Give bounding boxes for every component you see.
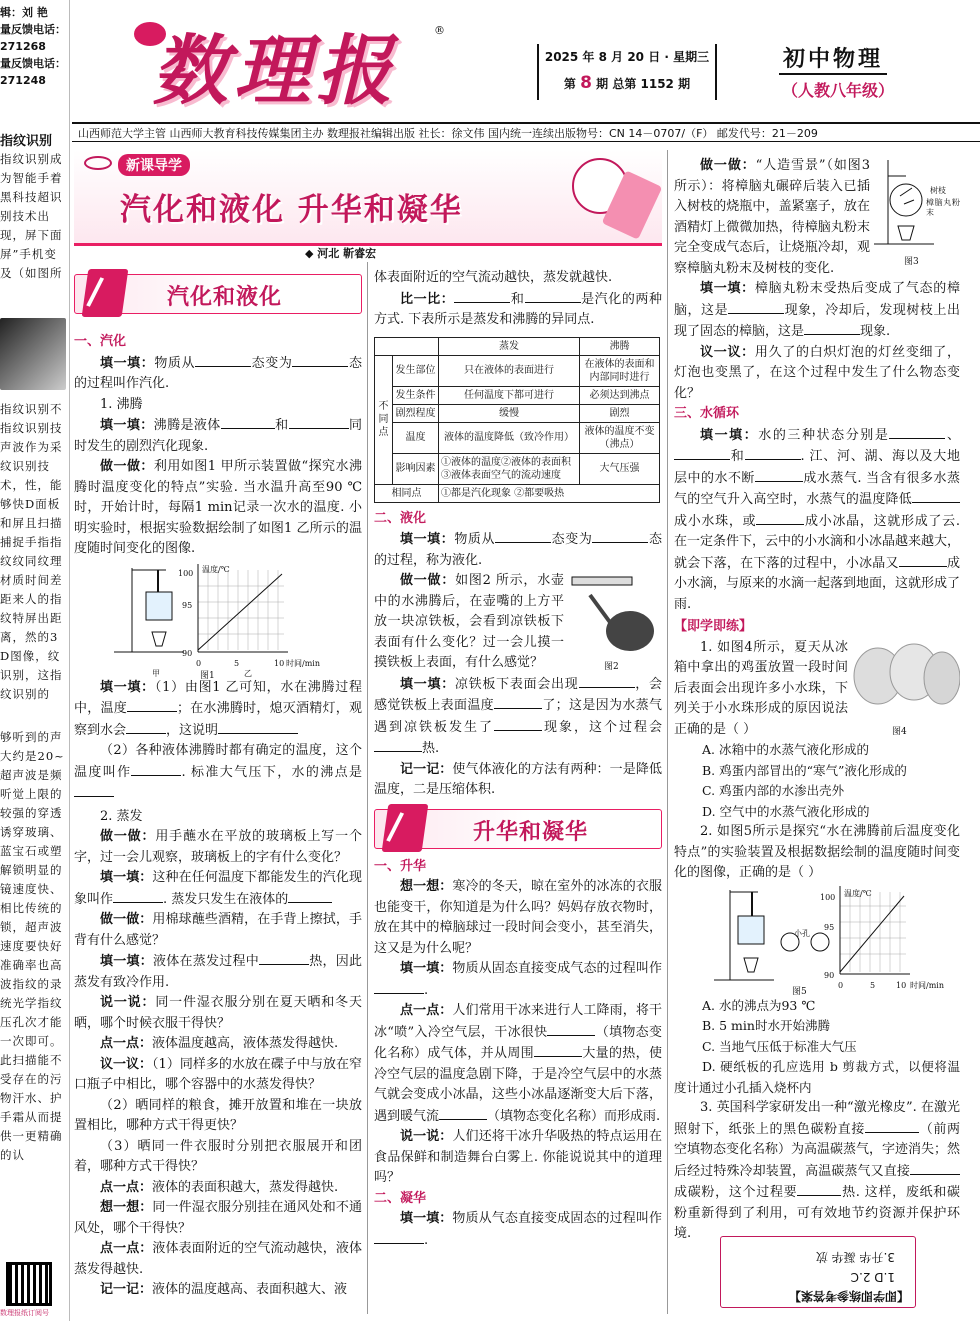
text: 用棉球蘸些酒精，在手背上擦拭，手背有什么感觉？ xyxy=(74,912,362,948)
table-cell: 剧烈程度 xyxy=(393,404,439,422)
label: 点一点： xyxy=(100,1179,153,1195)
beaker xyxy=(146,592,172,620)
label: 点一点： xyxy=(100,1036,153,1051)
label: 填一填： xyxy=(100,870,153,885)
answer-box xyxy=(720,1236,916,1308)
table-header: 蒸发 xyxy=(439,337,580,355)
section-title: 升华和凝华 xyxy=(473,819,589,845)
figure-caption: 图4 xyxy=(892,726,907,737)
banner-title: 汽化和液化 升华和凝华 xyxy=(120,192,463,228)
text: 和 xyxy=(274,418,289,433)
text: 大量的热，使冷空气层的温度急剧下降，于是冷空气层中的水蒸气就会变成小冰晶，这些小冰晶逐渐变大后下落，遇到暖气流 xyxy=(374,1046,662,1124)
label: 比一比： xyxy=(400,291,455,307)
figure-3 xyxy=(874,156,960,267)
issue-total: 总第 1152 期 xyxy=(612,77,691,91)
label: 做一做： xyxy=(400,573,456,588)
table-cell: 液体的温度降低（致冷作用） xyxy=(439,422,580,453)
answer-title: 【即学即练参考答案】 xyxy=(788,1289,909,1303)
text: （1）同样多的水放在碟子中与放在窄口瓶子中相比，哪个容器中的水蒸发得快？ xyxy=(74,1056,362,1092)
x-tick: 5 xyxy=(870,980,876,990)
label: 做一做： xyxy=(100,459,154,474)
alcohol-lamp xyxy=(152,632,166,646)
issue-label: 第 xyxy=(563,77,576,91)
label: 点一点： xyxy=(400,1003,453,1018)
text: 人们还将干冰升华吸热的特点运用在食品保鲜和制造舞台白雾上. 你能说说其中的道理吗？ xyxy=(374,1129,662,1185)
label: 说一说： xyxy=(400,1129,453,1144)
editor-line: 271268 xyxy=(0,40,46,53)
table-cell: 发生部位 xyxy=(393,355,439,386)
text: 同时发生的剧烈汽化现象. xyxy=(74,418,362,454)
y-tick: 95 xyxy=(182,600,193,610)
column-divider xyxy=(667,150,668,1314)
blank[interactable] xyxy=(865,1119,919,1133)
heading: 三、水循环 xyxy=(674,406,740,421)
x-tick: 10 xyxy=(896,980,907,990)
text: “人造雪景”（如图3所示）：将樟脑丸碾碎后装入已插入树枝的烧瓶中，盖紧塞子，放在酒精灯上微微加热，待樟脑丸粉末完全变成气态后，让烧瓶冷却，观察樟脑丸粉末及树枝的变化. xyxy=(674,158,870,276)
blank[interactable] xyxy=(292,353,348,367)
editor-info xyxy=(0,4,66,89)
blank[interactable] xyxy=(288,889,332,903)
blank[interactable] xyxy=(674,446,730,460)
text: 态的过程，称为液化. xyxy=(374,532,662,568)
label: 樟脑丸粉末 xyxy=(926,198,960,217)
answer-option[interactable]: A. 冰箱中的水蒸气液化形成的 xyxy=(702,742,869,757)
text: 物质从固态直接变成气态的过程叫作 xyxy=(452,961,662,976)
label: 填一填： xyxy=(400,1211,453,1226)
table-row xyxy=(375,453,660,484)
fig-label: 乙 xyxy=(244,668,252,678)
heading: 二、液化 xyxy=(374,510,427,526)
table-cell: 不同点 xyxy=(375,355,393,484)
column-1-text xyxy=(74,332,362,1301)
practice-title: 【即学即练】 xyxy=(674,619,753,634)
blank[interactable] xyxy=(494,695,542,709)
section-title: 汽化和液化 xyxy=(167,285,283,310)
text: ；在水沸腾时，熄灭酒精灯，观察到水会 xyxy=(74,701,362,738)
y-tick: 100 xyxy=(178,568,194,578)
text: 液体的温度越高、表面积越大、液 xyxy=(152,1282,348,1297)
figure-4 xyxy=(848,638,960,737)
text: 液体在蒸发过程中 xyxy=(153,954,259,969)
beaker xyxy=(738,916,764,944)
newspaper-logo: 数理报 xyxy=(152,26,398,115)
text: 现象，冷却后，发现树枝上出现了固态的樟脑，这是 xyxy=(674,302,960,339)
editor-line: 量反馈电话： xyxy=(0,23,66,36)
column-3 xyxy=(674,156,960,1245)
subheading: 1. 沸腾 xyxy=(100,396,143,412)
blank[interactable] xyxy=(547,1022,595,1036)
table-row xyxy=(375,386,660,404)
table-cell: 缓慢 xyxy=(439,404,580,422)
x-tick: 10 xyxy=(274,658,285,668)
figure-caption: 图5 xyxy=(792,986,807,997)
text: 使气体液化的方法有两种：一是降低温度，二是压缩体积. xyxy=(374,761,662,797)
answer-option[interactable]: D. 空气中的水蒸气液化形成的 xyxy=(702,803,870,819)
text: 体表面附近的空气流动越快，蒸发就越快. xyxy=(374,270,613,285)
text: （3）晒同一件衣服时分别把衣服展开和团着，哪种方式干得快？ xyxy=(74,1138,362,1174)
figure-2-wrap xyxy=(374,571,662,674)
text: 成碳粉，这个过程要 xyxy=(674,1185,798,1200)
y-tick: 90 xyxy=(824,970,835,980)
blank[interactable] xyxy=(374,738,422,752)
text: 是汽化的两种方式. 下表所示是蒸发和沸腾的异同点. xyxy=(374,291,662,327)
text: 成小水滴，与原来的水滴一起落到地面，这就形成了雨. xyxy=(674,555,961,612)
blank[interactable] xyxy=(439,1106,487,1120)
kettle-diagram xyxy=(564,571,662,657)
label: 说一说： xyxy=(100,995,156,1010)
blank[interactable] xyxy=(745,446,801,460)
column-2 xyxy=(374,268,662,1251)
text: 成小冰晶，这就形成了云. 在一定条件下，云中的小水滴和小冰晶越来越大，就会下落，在下落的过程中，小冰晶又 xyxy=(674,513,961,571)
label: 填一填： xyxy=(700,427,759,443)
left-strip xyxy=(0,0,70,1321)
flag-icon xyxy=(82,269,129,317)
figure-5 xyxy=(674,884,960,996)
text: . 蒸发只发生在液体的 xyxy=(163,891,289,907)
x-label: 时间/min xyxy=(910,980,944,990)
subheading: 2. 蒸发 xyxy=(100,808,143,824)
text: 同一件湿衣服分别在夏天晒和冬天晒，哪个时候衣服干得快？ xyxy=(74,995,362,1031)
blank[interactable] xyxy=(899,553,947,567)
column-2-text-c: 一、升华 想一想：寒冷的冬天，晾在室外的冰冻的衣服也能变干，你知道是为什么吗？妈妈存放衣物时，放在其中的樟脑球过一段时间会变小，甚至消失，这又是为什么呢？ 填一填：物质从固态直接变成气态的过程叫作. 点一点：人们常用干冰来进行人工降雨，将干冰“喷”入冷空气层，干冰很快 （填物态变化名称）成气体，并从周围 大量的热，使冷空气层的温度急剧下降，于是冷空气层中的水蒸气就会变成小冰晶，这些小冰晶逐渐变大后下落，遇到暖气流 （填物态变化名称）而形成雨. 说一说：人们还将干冰升华吸热的特点运用在食品保鲜和制造舞台白雾上. 你能说说其中的道理吗？ 二、凝华 填一填：物质从气态直接变成固态的过程叫作. xyxy=(374,858,662,1248)
glasses-icon xyxy=(84,156,112,170)
curve xyxy=(198,574,282,650)
table-header-row xyxy=(375,337,660,355)
label: 填一填： xyxy=(100,954,153,969)
blank[interactable] xyxy=(495,529,551,543)
y-tick: 100 xyxy=(820,892,836,902)
text: 凉铁板下表面会出现 xyxy=(454,676,579,692)
section-header-sublimation xyxy=(374,809,662,849)
alcohol-lamp xyxy=(898,226,914,240)
column-3-text xyxy=(674,156,960,1245)
blank[interactable] xyxy=(755,468,803,482)
blank[interactable] xyxy=(131,762,181,776)
blank[interactable] xyxy=(74,783,114,797)
table-row xyxy=(375,422,660,453)
sidebar-text-3: 够听到的声大约是20~超声波是频听觉上限的较强的穿透诱穿玻璃、蓝宝石或塑解锁明显的镜速度快、相比传统的锁，超声波速度要快好准确率也高波指纹的录统光学指纹压孔次才能一次即可。此扫描能不受存在的污物汗水、护手霜从而提供一更精确的认 xyxy=(0,730,65,1162)
label: 议一议： xyxy=(700,344,755,360)
text: . 标准大气压下，水的沸点是 xyxy=(181,764,362,780)
blank[interactable] xyxy=(592,529,648,543)
y-tick: 90 xyxy=(182,648,193,658)
label: 树枝 xyxy=(930,186,946,195)
y-label: 温度/℃ xyxy=(202,564,230,574)
qr-code[interactable] xyxy=(6,1262,52,1306)
table-cell: 大气压强 xyxy=(580,453,660,484)
author-line: ◆ 河北 靳睿宏 xyxy=(305,247,377,260)
table-cell: 影响因素 xyxy=(393,453,439,484)
text: 现象. xyxy=(860,324,891,339)
table-cell: 剧烈 xyxy=(580,404,660,422)
answer-option[interactable]: C. 当地气压低于标准大气压 xyxy=(702,1038,857,1054)
text: 热. 这样，废纸和碳粉重新得到了利用，可有效地节约资源并保护环境. xyxy=(674,1185,960,1241)
figure-caption: 图1 xyxy=(200,670,215,681)
label: 填一填： xyxy=(400,961,453,976)
eggs-photo xyxy=(848,638,960,722)
label: 想一想： xyxy=(400,879,453,894)
text: 樟脑丸粉末受热后变成了气态的樟脑，这是 xyxy=(674,281,960,318)
text: 态变为 xyxy=(551,532,593,547)
label: 做一做： xyxy=(700,158,756,173)
text: 和 xyxy=(510,291,525,307)
blank[interactable] xyxy=(910,1161,960,1175)
text: 态的过程叫作汽化. xyxy=(74,355,362,391)
blank[interactable] xyxy=(534,1043,582,1057)
text: 物质从 xyxy=(454,532,496,547)
heading: 一、升华 xyxy=(374,858,427,874)
table-cell: 必须达到沸点 xyxy=(580,386,660,404)
blank[interactable] xyxy=(221,415,275,429)
figure-2 xyxy=(564,571,662,671)
blank[interactable] xyxy=(494,717,542,731)
label: 填一填： xyxy=(100,355,155,371)
table-cell: 在液体的表面和内部同时进行 xyxy=(580,355,660,386)
table-cell: ①都是汽化现象 ②都要吸热 xyxy=(439,484,660,502)
table-cell: ①液体的温度②液体的表面积③液体表面空气的流动速度 xyxy=(439,453,580,484)
text: 态变为 xyxy=(251,355,293,371)
answer-option[interactable]: C. 鸡蛋内部的水渗出壳外 xyxy=(702,783,845,798)
label: 做一做： xyxy=(100,912,153,927)
section-header-vaporization xyxy=(74,274,362,314)
banner-tag: 新课导学 xyxy=(118,154,190,176)
egg-icon xyxy=(924,652,960,704)
text: 热，因此蒸发有致冷作用. xyxy=(74,954,362,990)
text: 物质从气态直接变成固态的过程叫作 xyxy=(452,1211,662,1226)
qr-caption: 数理报纸订阅号 xyxy=(0,1309,49,1317)
flask-icon xyxy=(890,184,922,216)
text: 沸腾是液体 xyxy=(153,418,221,433)
masthead xyxy=(72,0,980,122)
table-cell: 任何温度下都可进行 xyxy=(439,386,580,404)
table-row xyxy=(375,404,660,422)
editor-line: 量反馈电话： xyxy=(0,57,66,70)
text: 现象，这个过程会 xyxy=(542,719,662,735)
editor-line: 辑：刘 艳 xyxy=(0,6,48,19)
text: （2）晒同样的粮食，摊开放置和堆在一块放置相比，哪种方式干得更快？ xyxy=(74,1097,362,1133)
table-row xyxy=(375,355,660,386)
blank[interactable] xyxy=(289,415,349,429)
text: 热. xyxy=(422,741,440,756)
text: . 江、河、湖、海以及大地层中的水不断 xyxy=(674,449,960,486)
blank[interactable] xyxy=(756,511,804,525)
blank[interactable] xyxy=(728,300,784,314)
text: 3. 英国科学家研发出一种“激光橡皮”. 在激光照射下，纸张上的黑色碳粉直接 xyxy=(674,1100,960,1137)
issue-unit: 期 xyxy=(596,77,609,91)
text: 寒冷的冬天，晾在室外的冰冻的衣服也能变干，你知道是为什么吗？妈妈存放衣物时，放在其中的樟脑球过一段时间会变小，甚至消失，这又是为什么呢？ xyxy=(374,879,662,956)
figure-caption: 图3 xyxy=(904,257,919,267)
x-tick: 5 xyxy=(234,658,240,668)
sidebar-text-2: 指纹识别不指纹识别技声波作为采纹识别技术，性，能够快D面板和屏且扫描捕捉手指指纹纹同纹理材质时间差距来人的指纹特屏出距离，然的3D图像，纹识别，这指纹识别的 xyxy=(0,402,63,701)
phone-photo xyxy=(0,318,66,390)
x-label: 时间/min xyxy=(286,658,320,668)
curve xyxy=(840,896,904,972)
text: 液体表面附近的空气流动越快，液体蒸发得越快. xyxy=(74,1241,362,1277)
label: 小孔 xyxy=(794,928,810,938)
table-cell: 温度 xyxy=(393,422,439,453)
text: 利用如图1 甲所示装置做“探究水沸腾时温度变化的特点”实验. 当水温升高至90 ℃ 时，开始计时，每隔1 min记录一次水的温度. 小明实验时，根据实验数据绘制了如图1 乙所示的温度随时间变化的图像. xyxy=(74,459,362,556)
registered-mark: ® xyxy=(434,24,445,37)
blank[interactable] xyxy=(195,353,251,367)
question: 1. 如图4所示，夏天从冰箱中拿出的鸡蛋放置一段时间后表面会出现许多小水珠，下列关于小水珠形成的原因说法正确的是（ ） xyxy=(674,639,848,737)
x-tick: 0 xyxy=(196,658,202,668)
text: 、 xyxy=(945,427,960,443)
label: 记一记： xyxy=(100,1282,153,1297)
comparison-table xyxy=(374,337,660,503)
y-tick: 95 xyxy=(824,922,835,932)
text: 这种在任何温度下都能发生的汽化现象叫作 xyxy=(74,870,362,907)
issue-box xyxy=(537,44,717,100)
text: ，会感觉铁板上表面温度 xyxy=(374,676,662,713)
issue-no: 8 xyxy=(580,73,592,93)
sidebar-title: 指纹识别 xyxy=(0,134,53,149)
blank[interactable] xyxy=(797,1182,841,1196)
table-cell: 发生条件 xyxy=(393,386,439,404)
iron-plate xyxy=(572,577,632,585)
text: 物质从 xyxy=(154,355,196,371)
label: 点一点： xyxy=(100,1241,153,1256)
blank[interactable] xyxy=(259,951,309,965)
text: （前两空填物态变化名称）为高温碳蒸气，字迹消失；然后经过特殊冷却装置，高温碳蒸气又直接 xyxy=(674,1121,961,1179)
label: 做一做： xyxy=(100,829,156,844)
text: 用久了的白炽灯泡的灯丝变细了，灯泡也变黑了，在这个过程中发生了什么物态变化？ xyxy=(674,344,960,401)
text: 水的三种状态分别是 xyxy=(758,427,890,443)
label: 议一议： xyxy=(100,1056,153,1072)
blank[interactable] xyxy=(113,889,163,903)
table-cell xyxy=(375,337,439,355)
x-tick: 0 xyxy=(838,980,844,990)
label: 想一想： xyxy=(100,1200,153,1215)
text: 液体温度越高，液体蒸发得越快. xyxy=(152,1036,339,1051)
sidebar-text-1: 指纹识别成为智能手着黑科技超识别技术出现，屏下面屏”手机变及（如图所 xyxy=(0,152,63,280)
answer-option[interactable]: A. 水的沸点为93 ℃ xyxy=(702,997,816,1013)
blank[interactable] xyxy=(804,321,860,335)
question: 2. 如图5所示是探究“水在沸腾前后温度变化特点”的实验装置及根据数据绘制的温度随时间变化的图像，正确的是（ ） xyxy=(674,824,960,880)
text: （2）各种液体沸腾时都有确定的温度，这个温度叫作 xyxy=(74,743,362,780)
answer-option[interactable]: B. 鸡蛋内部冒出的“寒气”液化形成的 xyxy=(702,762,907,778)
blank[interactable] xyxy=(889,425,945,439)
label: 填一填： xyxy=(400,532,455,547)
answer-option[interactable]: B. 5 min时水开始沸腾 xyxy=(702,1018,830,1033)
spout xyxy=(590,595,612,625)
label: 填一填： xyxy=(700,281,755,296)
table-cell: 液体的温度不变（沸点） xyxy=(580,422,660,453)
label: 填一填： xyxy=(100,418,154,433)
column-2-text-b xyxy=(374,509,662,801)
blank[interactable] xyxy=(454,289,510,303)
label: 记一记： xyxy=(400,761,453,777)
publisher-info-bar: 山西师范大学主管 山西师大教育科技传媒集团主办 数理报社编辑出版 社长：徐文伟 国内统一连续出版物号：CN 14－0707/（F） 邮发代号：21－209 xyxy=(72,122,980,142)
text: 了；这是因为水蒸气遇到凉铁板发生了 xyxy=(374,698,662,735)
blank[interactable] xyxy=(218,720,298,734)
blank[interactable] xyxy=(525,289,581,303)
text: 成水蒸气. 当含有很多水蒸气的空气升入高空时，水蒸气的温度降低 xyxy=(674,470,960,507)
text: 液体的表面积越大，蒸发得越快. xyxy=(152,1179,339,1195)
text: （填物态变化名称）成气体，并从周围 xyxy=(374,1024,662,1061)
text: 人们常用干冰来进行人工降雨，将干冰“喷”入冷空气层，干冰很快 xyxy=(374,1003,662,1040)
fig-label: 甲 xyxy=(152,668,160,678)
blank[interactable] xyxy=(127,698,177,712)
blank[interactable] xyxy=(374,980,424,994)
text: 用手蘸水在平放的玻璃板上写一个字，过一会儿观察，玻璃板上的字有什么变化？ xyxy=(74,829,362,865)
text: 成小水珠，或 xyxy=(674,513,757,529)
blank[interactable] xyxy=(126,720,166,734)
text: 如图2 所示，水壶中的水沸腾后，在壶嘴的上方平放一块凉铁板，会看到凉铁板下表面有什么变化？过一会儿摸一摸铁板上表面，有什么感觉？ xyxy=(374,573,564,670)
figure-caption: 图2 xyxy=(604,662,619,672)
column-2-text xyxy=(374,268,662,331)
issue-number xyxy=(539,70,715,97)
editor-line: 271248 xyxy=(0,74,46,87)
y-label: 温度/℃ xyxy=(844,888,872,898)
table-cell: 相同点 xyxy=(375,484,439,502)
kettle-icon xyxy=(606,611,654,651)
alcohol-lamp xyxy=(744,958,758,972)
text: 和 xyxy=(730,449,745,464)
figure-1 xyxy=(74,560,362,681)
issue-date: 2025 年 8 月 20 日 · 星期三 xyxy=(544,50,710,64)
text: （1）由图1 乙可知，水在沸腾过程中，温度 xyxy=(74,679,362,716)
column-divider xyxy=(367,262,368,1314)
text: （填物态变化名称）而形成雨. xyxy=(487,1108,661,1124)
table-header: 沸腾 xyxy=(580,337,660,355)
table-cell: 只在液体的表面进行 xyxy=(439,355,580,386)
answer-line: 3.升华 凝华 放 xyxy=(815,1250,895,1264)
blank[interactable] xyxy=(912,489,960,503)
label: 填一填： xyxy=(400,676,455,692)
text: 同一件湿衣服分别挂在通风处和不通风处，哪个干得快？ xyxy=(74,1200,362,1236)
lesson-banner xyxy=(74,150,662,246)
heading: 一、汽化 xyxy=(74,334,127,349)
label: 填一填： xyxy=(100,679,155,695)
edition-label: （人教八年级） xyxy=(782,81,895,100)
subject-title: 初中物理 xyxy=(779,42,887,75)
answer-line: 1.D 2.C xyxy=(850,1270,895,1284)
text: ，这说明 xyxy=(166,722,219,738)
blank[interactable] xyxy=(374,1230,424,1244)
heading: 二、凝华 xyxy=(374,1190,427,1206)
answer-option[interactable]: D. 硬纸板的孔应选用 b 剪裁方式，以便将温度计通过小孔插入烧杯内 xyxy=(674,1059,960,1095)
table-row xyxy=(375,484,660,502)
flag-icon xyxy=(382,804,429,852)
